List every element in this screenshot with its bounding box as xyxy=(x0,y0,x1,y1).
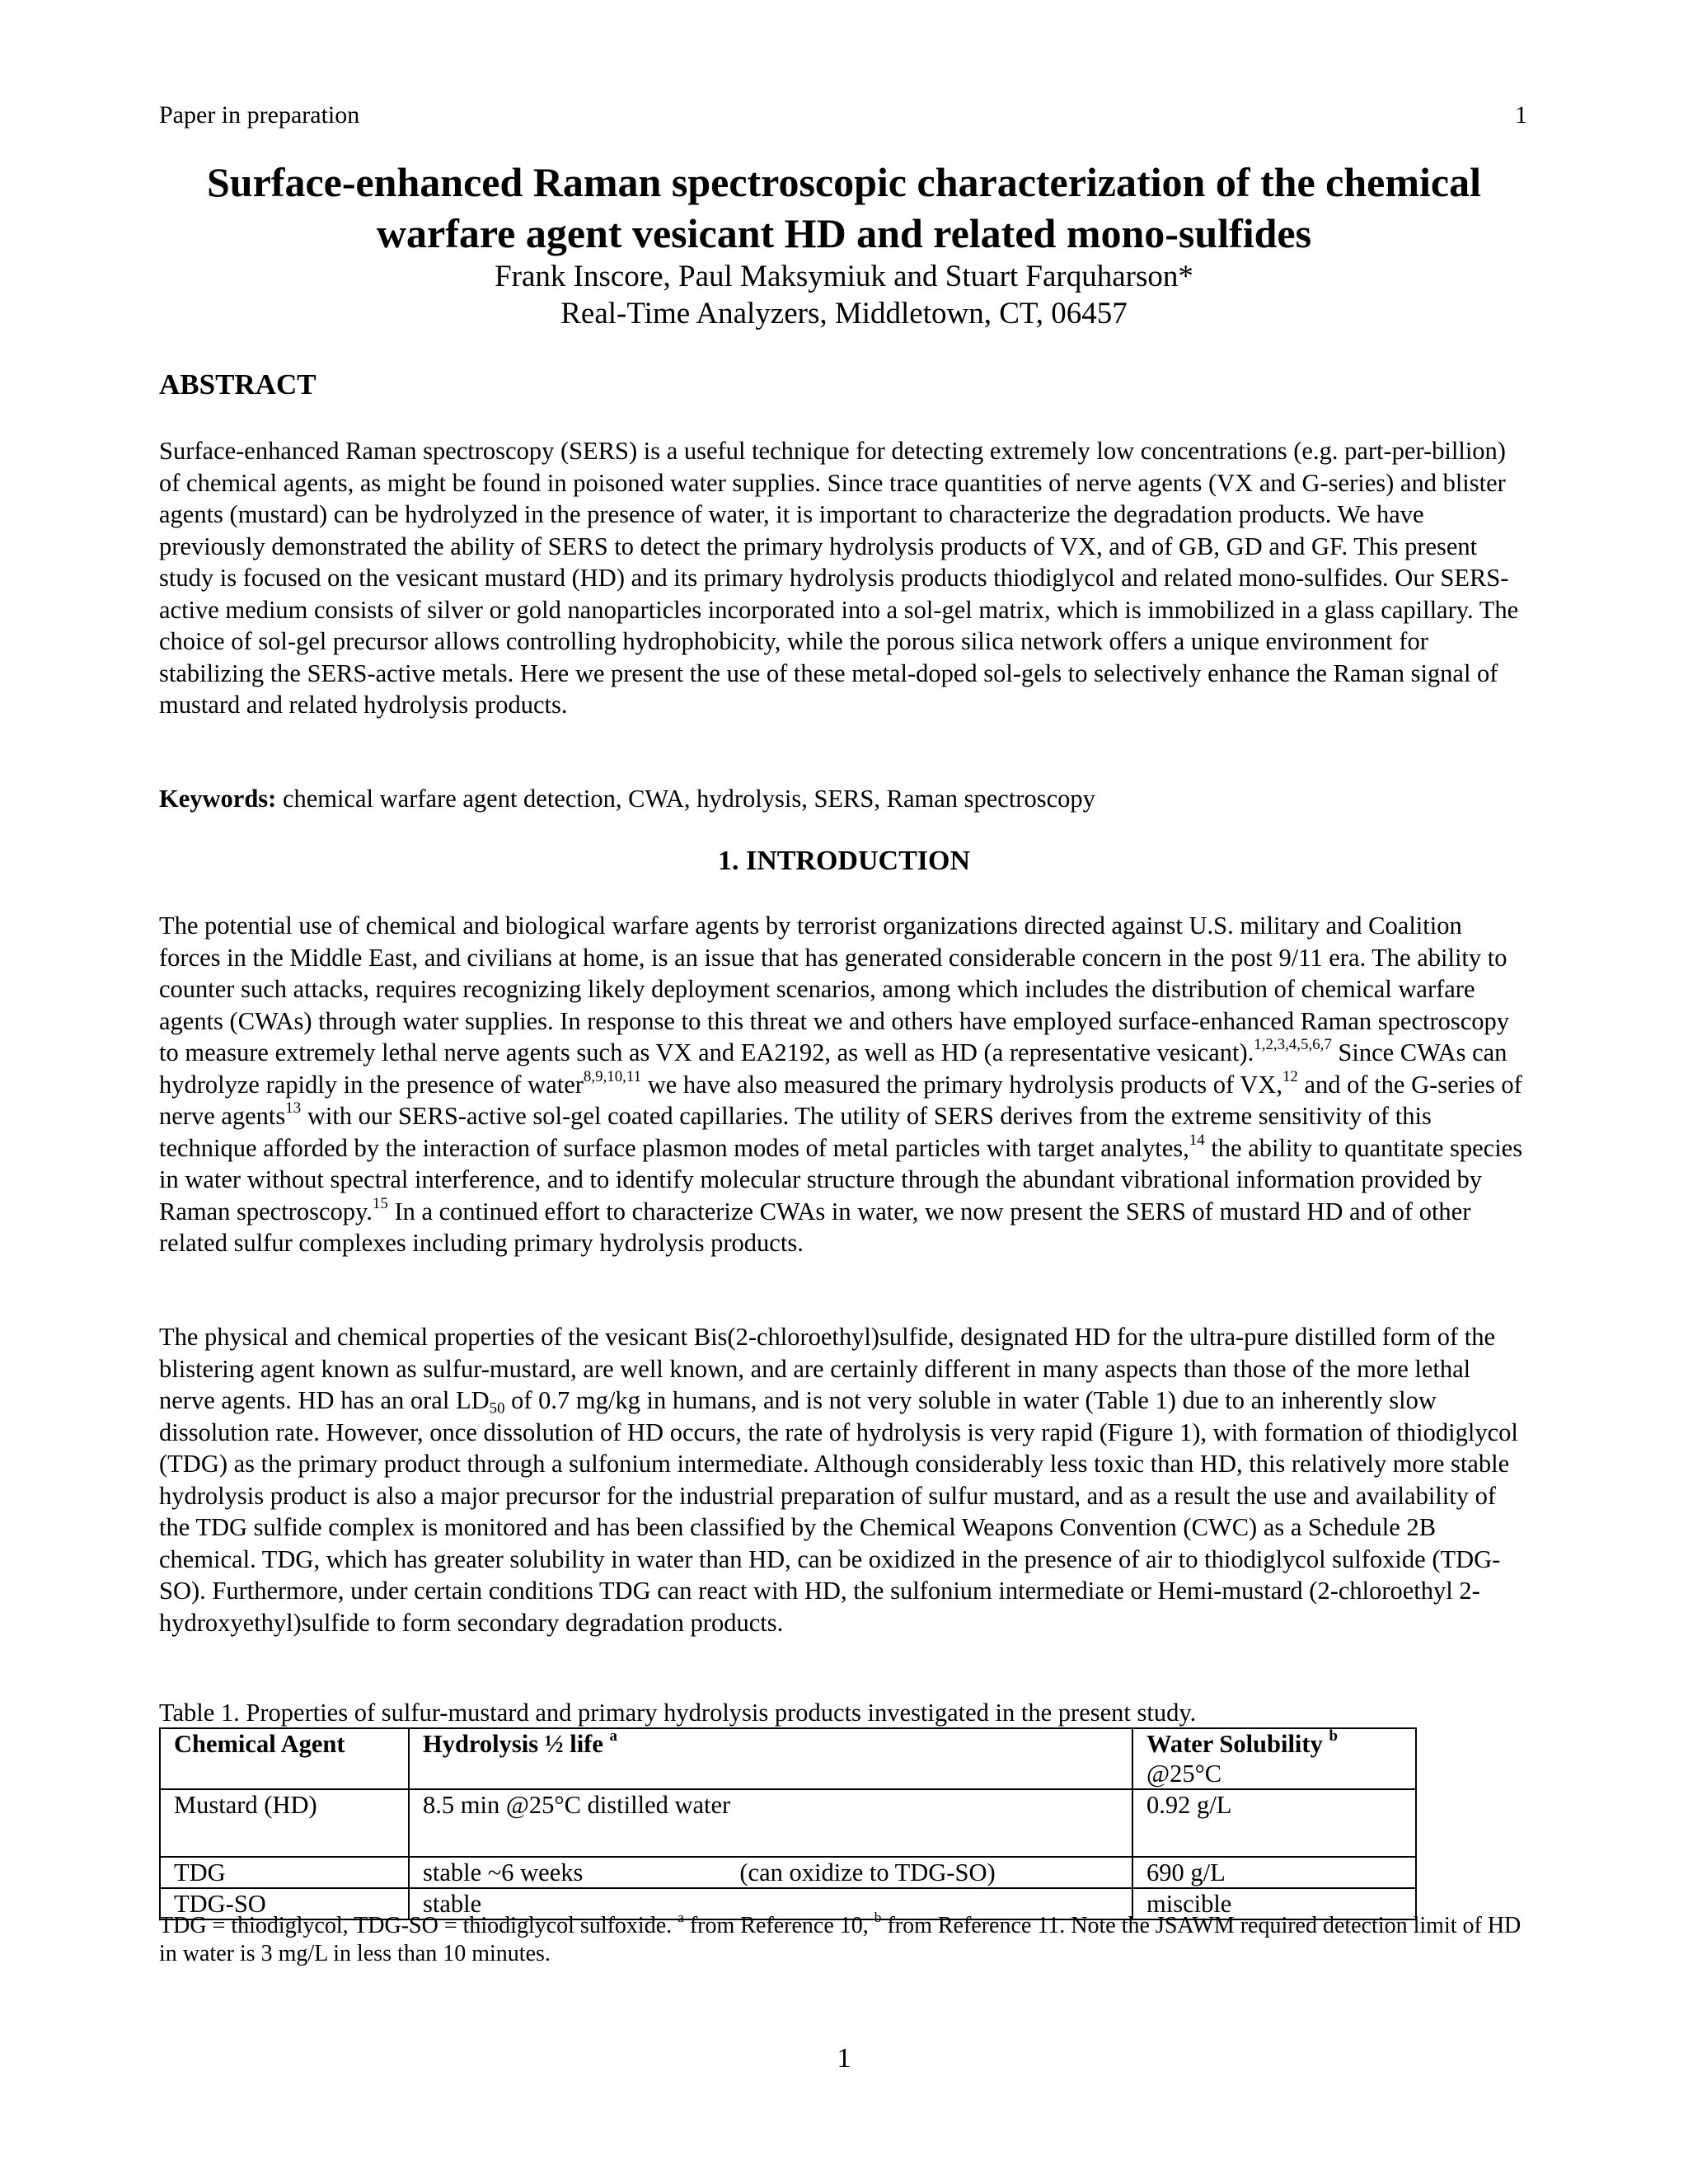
header-solubility xyxy=(1132,1728,1416,1789)
table-footnote xyxy=(159,1909,1544,1968)
page-number: 1 xyxy=(837,2043,851,2074)
keywords-label: Keywords: xyxy=(159,785,277,813)
title-line-1: Surface-enhanced Raman spectroscopic characterization of the chemical xyxy=(207,159,1481,205)
citation-ref: 1,2,3,4,5,6,7 xyxy=(1254,1035,1332,1053)
intro-p1-text: The potential use of chemical and biological warfare agents by terrorist organizations directed against U.S. military and Coalition forces in the Middle East, and civilians at home, is an issue that has generated considerable concern in the post 9/11 era. The ability to counter such attacks, requires recognizing likely deployment scenarios, among which includes the distribution of chemical warfare agents (CWAs) through water supplies. In response to this threat we and others have employed surface-enhanced Raman spectroscopy to measure extremely lethal nerve agents such as VX and EA2192, as well as HD (a representative vesicant). xyxy=(159,912,1510,1066)
cell-hydrolysis: 8.5 min @25°C distilled water xyxy=(409,1789,1132,1857)
intro-p2-text: of 0.7 mg/kg in humans, and is not very soluble in water (Table 1) due to an inherently slow dissolution rate. However, once dissolution of HD occurs, the rate of hydrolysis is very rapid (Figure 1), with formation of thiodiglycol (TDG) as the primary product through a sulfonium intermediate. Although considerably less toxic than HD, this relatively more stable hydrolysis product is also a major precursor for the industrial preparation of sulfur mustard, and as a result the use and availability of the TDG sulfide complex is monitored and has been classified by the Chemical Weapons Convention (CWC) as a Schedule 2B chemical. TDG, which has greater solubility in water than HD, can be oxidized in the presence of air to thiodiglycol sulfoxide (TDG-SO). Furthermore, under certain conditions TDG can react with HD, the sulfonium intermediate or Hemi-mustard (2-chloroethyl 2-hydroxyethyl)sulfide to form secondary degradation products. xyxy=(159,1386,1518,1637)
citation-ref: 8,9,10,11 xyxy=(583,1067,642,1085)
header-hydrolysis xyxy=(409,1728,1132,1789)
footnote-marker: b xyxy=(1329,1727,1338,1745)
citation-ref: 12 xyxy=(1282,1067,1298,1085)
header-chemical-agent: Chemical Agent xyxy=(160,1728,409,1789)
intro-p2-text: The physical and chemical properties of the vesicant Bis(2-chloroethyl)sulfide, designated HD for the ultra-pure distilled form of the blistering agent known as sulfur-mustard, are well known, and are certainly different in many aspects than those of the more lethal nerve agents. HD has an oral LD xyxy=(159,1323,1496,1414)
table-caption: Table 1. Properties of sulfur-mustard and primary hydrolysis products investigated in the present study. xyxy=(159,1699,1197,1727)
cell-agent: TDG xyxy=(160,1857,409,1888)
running-header: Paper in preparation xyxy=(159,101,360,129)
footnote-text: from Reference 10, xyxy=(683,1913,874,1938)
cell-hydrolysis-note: (can oxidize to TDG-SO) xyxy=(739,1858,996,1886)
intro-p1-text: with our SERS-active sol-gel coated capillaries. The utility of SERS derives from the extreme sensitivity of this technique afforded by the interaction of surface plasmon modes of metal particles with target analytes, xyxy=(159,1102,1432,1162)
footnote-text: TDG = thiodiglycol, TDG-SO = thiodiglycol sulfoxide. xyxy=(159,1913,678,1938)
abstract-heading: ABSTRACT xyxy=(159,368,316,401)
cell-hydrolysis-value: stable ~6 weeks xyxy=(423,1858,584,1886)
cell-solubility: 690 g/L xyxy=(1132,1857,1416,1888)
affiliation: Real-Time Analyzers, Middletown, CT, 06457 xyxy=(560,297,1128,330)
table-row xyxy=(160,1789,1416,1857)
introduction-heading: 1. INTRODUCTION xyxy=(717,846,971,876)
intro-p1-text: we have also measured the primary hydrolysis products of VX, xyxy=(641,1070,1282,1099)
intro-paragraph-1 xyxy=(159,910,1529,1259)
cell-agent: Mustard (HD) xyxy=(160,1789,409,1857)
header-solubility-label: Water Solubility xyxy=(1146,1730,1323,1758)
keywords-text: chemical warfare agent detection, CWA, hydrolysis, SERS, Raman spectroscopy xyxy=(276,785,1095,813)
authors: Frank Inscore, Paul Maksymiuk and Stuart Farquharson* xyxy=(495,260,1193,293)
intro-p1-text: the ability to quantitate species in water without spectral interference, and to identify molecular structure through the abundant vibrational information provided by Raman spectroscopy. xyxy=(159,1133,1523,1226)
properties-table xyxy=(159,1727,1417,1920)
intro-p1-text: Since CWAs can hydrolyze rapidly in the presence of water xyxy=(159,1038,1507,1099)
keywords xyxy=(159,783,1529,815)
subscript: 50 xyxy=(489,1399,505,1418)
author-block xyxy=(124,258,1564,332)
title-line-2: warfare agent vesicant HD and related mono-sulfides xyxy=(376,210,1312,256)
abstract-text: Surface-enhanced Raman spectroscopy (SERS) is a useful technique for detecting extremely low concentrations (e.g. part-per-billion) of chemical agents, as might be found in poisoned water supplies. Since trace quantities of nerve agents (VX and G-series) and blister agents (mustard) can be hydrolyzed in the presence of water, it is important to characterize the degradation products. We have previously demonstrated the ability of SERS to detect the primary hydrolysis products of VX, and of GB, GD and GF. This present study is focused on the vesicant mustard (HD) and its primary hydrolysis products thiodiglycol and related mono-sulfides. Our SERS-active medium consists of silver or gold nanoparticles incorporated into a sol-gel matrix, which is immobilized in a glass capillary. The choice of sol-gel precursor allows controlling hydrophobicity, while the porous silica network offers a unique environment for stabilizing the SERS-active metals. Here we present the use of these metal-doped sol-gels to selectively enhance the Raman signal of mustard and related hydrolysis products. xyxy=(159,437,1519,719)
cell-hydrolysis: stable xyxy=(409,1888,1132,1919)
citation-ref: 15 xyxy=(372,1194,388,1212)
paper-title xyxy=(124,157,1564,259)
cell-hydrolysis xyxy=(409,1857,1132,1888)
header-hydrolysis-label: Hydrolysis ½ life xyxy=(423,1730,603,1758)
table-header-row xyxy=(160,1728,1416,1789)
header-solubility-temp: @25°C xyxy=(1146,1760,1222,1788)
cell-agent: TDG-SO xyxy=(160,1888,409,1919)
footnote-text: from Reference 11. Note the JSAWM required detection limit of HD in water is 3 mg/L in less than 10 minutes. xyxy=(159,1913,1522,1966)
footnote-marker: a xyxy=(609,1727,617,1745)
footnote-marker: b xyxy=(874,1909,882,1925)
cell-solubility: 0.92 g/L xyxy=(1132,1789,1416,1857)
intro-paragraph-2 xyxy=(159,1321,1529,1638)
citation-ref: 14 xyxy=(1189,1131,1205,1149)
header-page-number: 1 xyxy=(1515,101,1527,129)
intro-p1-text: and of the G-series of nerve agents xyxy=(159,1070,1522,1130)
table-row xyxy=(160,1857,1416,1888)
footnote-marker: a xyxy=(678,1909,684,1925)
cell-solubility: miscible xyxy=(1132,1888,1416,1919)
citation-ref: 13 xyxy=(285,1099,302,1117)
intro-p1-text: In a continued effort to characterize CWAs in water, we now present the SERS of mustard HD and of other related sulfur complexes including primary hydrolysis products. xyxy=(159,1197,1471,1257)
